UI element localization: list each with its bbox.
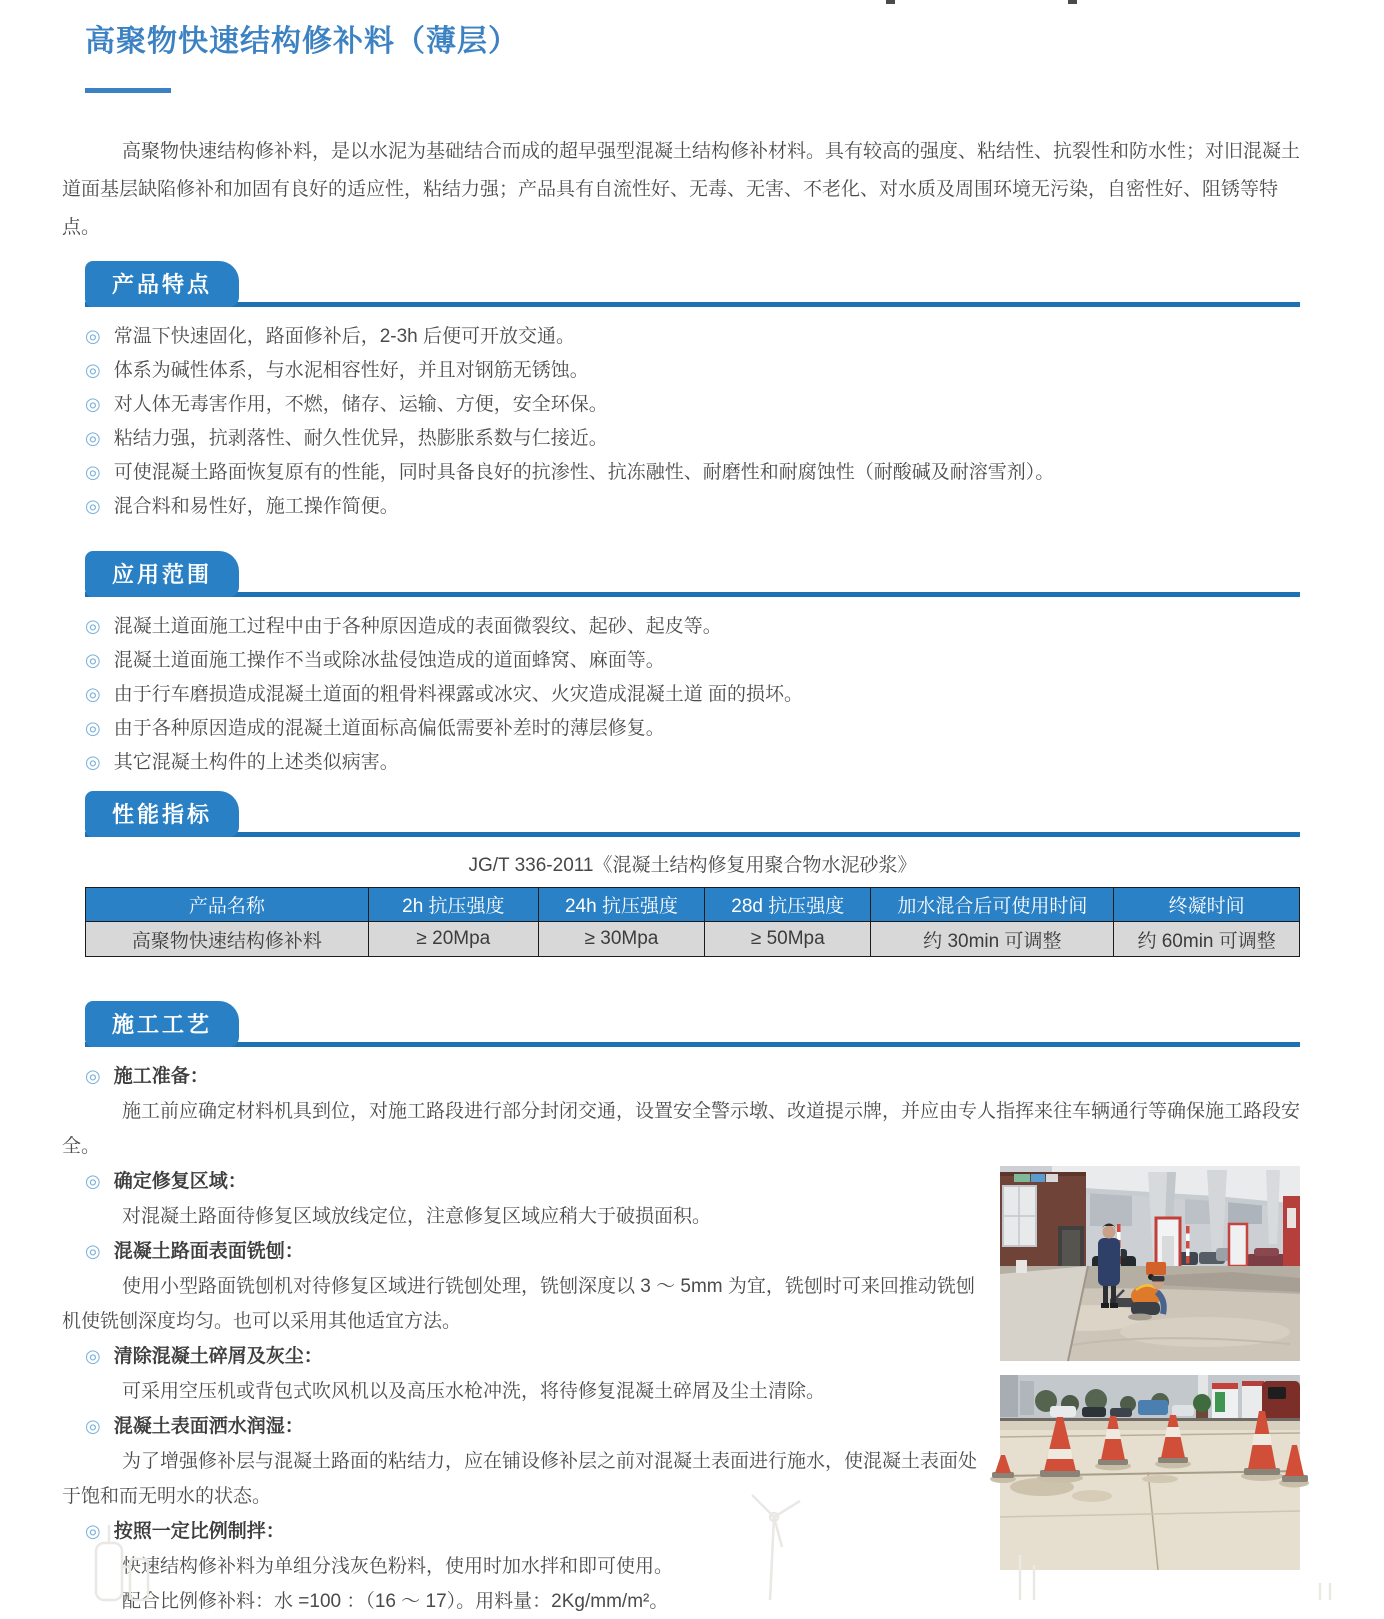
list-item xyxy=(85,387,1300,421)
cropped-text-remnant xyxy=(1068,0,1077,4)
photo-repair-site xyxy=(1000,1166,1300,1361)
step-text: 使用小型路面铣刨机对待修复区域进行铣刨处理，铣刨深度以 3 ～ 5mm 为宜，铣刨时可来回推动铣刨机使铣刨深度均匀。也可以采用其他适宜方法。 xyxy=(62,1276,975,1332)
section-header xyxy=(85,261,1300,307)
ring-bullet-icon: ◎ xyxy=(85,462,101,482)
list-item-text: 由于行车磨损造成混凝土道面的粗骨料裸露或冰灾、火灾造成混凝土道 面的损坏。 xyxy=(113,684,803,705)
step-text: 对混凝土路面待修复区域放线定位，注意修复区域应稍大于破损面积。 xyxy=(122,1206,712,1227)
ring-bullet-icon: ◎ xyxy=(85,1521,101,1541)
list-item xyxy=(85,677,1300,711)
ring-bullet-icon: ◎ xyxy=(85,360,101,380)
section-process xyxy=(62,1001,1300,1619)
list-item xyxy=(85,455,1300,489)
table-header-row xyxy=(86,888,1300,922)
step-text: 可采用空压机或背包式吹风机以及高压水枪冲洗，将待修复混凝土碎屑及尘土清除。 xyxy=(122,1381,826,1402)
ring-bullet-icon: ◎ xyxy=(85,650,101,670)
table-header-cell: 24h 抗压强度 xyxy=(538,888,704,922)
section-rule xyxy=(85,592,1300,597)
photo-column xyxy=(1000,1166,1300,1570)
list-item-text: 由于各种原因造成的混凝土道面标高偏低需要补差时的薄层修复。 xyxy=(113,718,665,739)
table-header-cell: 28d 抗压强度 xyxy=(705,888,871,922)
section-applications xyxy=(62,551,1300,779)
table-header-cell: 加水混合后可使用时间 xyxy=(871,888,1114,922)
ring-bullet-icon: ◎ xyxy=(85,1416,101,1436)
ring-bullet-icon: ◎ xyxy=(85,428,101,448)
step-text: 配合比例修补料：水 =100 ：（16 ～ 17）。用料量：2Kg/mm/m²。 xyxy=(122,1591,669,1612)
applications-list xyxy=(62,609,1300,779)
ring-bullet-icon: ◎ xyxy=(85,496,101,516)
ring-bullet-icon: ◎ xyxy=(85,326,101,346)
standard-caption: JG/T 336-2011《混凝土结构修复用聚合物水泥砂浆》 xyxy=(468,855,917,876)
section-header xyxy=(85,551,1300,597)
step-text: 快速结构修补料为单组分浅灰色粉料，使用时加水拌和即可使用。 xyxy=(122,1556,674,1577)
table-cell: ≥ 30Mpa xyxy=(538,922,704,957)
intro-paragraph: 高聚物快速结构修补料，是以水泥为基础结合而成的超早强型混凝土结构修补材料。具有较高的强度、粘结性、抗裂性和防水性；对旧混凝土道面基层缺陷修补和加固有良好的适应性，粘结力强；产品具有自流性好、无毒、无害、不老化、对水质及周围环境无污染，自密性好、阻锈等特点。 xyxy=(62,141,1301,238)
table-header-cell: 2h 抗压强度 xyxy=(368,888,538,922)
list-item xyxy=(85,319,1300,353)
photo-traffic-cones xyxy=(1000,1375,1300,1570)
list-item xyxy=(85,489,1300,523)
ring-bullet-icon: ◎ xyxy=(85,752,101,772)
step-label: ◎ 混凝土表面洒水润湿： xyxy=(85,1409,982,1444)
list-item-text: 常温下快速固化，路面修补后，2-3h 后便可开放交通。 xyxy=(113,326,576,347)
features-list xyxy=(62,319,1300,523)
step-text: 为了增强修补层与混凝土路面的粘结力，应在铺设修补层之前对混凝土表面进行施水，使混凝土表面处于饱和而无明水的状态。 xyxy=(62,1451,978,1507)
table-header-cell: 产品名称 xyxy=(86,888,369,922)
table-header-cell: 终凝时间 xyxy=(1114,888,1300,922)
list-item xyxy=(85,421,1300,455)
table-row xyxy=(86,922,1300,957)
list-item xyxy=(85,609,1300,643)
section-title-badge: 施工工艺 xyxy=(85,1001,239,1047)
cropped-text-remnant xyxy=(886,0,895,4)
ring-bullet-icon: ◎ xyxy=(85,718,101,738)
list-item xyxy=(85,745,1300,779)
step-label: ◎ 按照一定比例制拌： xyxy=(85,1514,982,1549)
ring-bullet-icon: ◎ xyxy=(85,1171,101,1191)
section-rule xyxy=(85,832,1300,837)
list-item-text: 混合料和易性好，施工操作简便。 xyxy=(113,496,399,517)
table-cell: 约 30min 可调整 xyxy=(871,922,1114,957)
ring-bullet-icon: ◎ xyxy=(85,1241,101,1261)
section-performance xyxy=(62,791,1300,957)
title-underline xyxy=(85,88,171,93)
list-item xyxy=(85,643,1300,677)
section-title-badge: 性能指标 xyxy=(85,791,239,837)
table-cell: ≥ 50Mpa xyxy=(705,922,871,957)
list-item xyxy=(85,711,1300,745)
list-item-text: 混凝土道面施工操作不当或除冰盐侵蚀造成的道面蜂窝、麻面等。 xyxy=(113,650,665,671)
list-item-text: 体系为碱性体系，与水泥相容性好，并且对钢筋无锈蚀。 xyxy=(113,360,589,381)
list-item-text: 粘结力强，抗剥落性、耐久性优异，热膨胀系数与仁接近。 xyxy=(113,428,608,449)
list-item-text: 对人体无毒害作用，不燃，储存、运输、方便，安全环保。 xyxy=(113,394,608,415)
ring-bullet-icon: ◎ xyxy=(85,1346,101,1366)
list-item-text: 可使混凝土路面恢复原有的性能，同时具备良好的抗渗性、抗冻融性、耐磨性和耐腐蚀性（耐酸碱及耐溶雪剂）。 xyxy=(113,462,1055,483)
page-title: 高聚物快速结构修补料（薄层） xyxy=(85,25,519,58)
step-text: 施工前应确定材料机具到位，对施工路段进行部分封闭交通，设置安全警示墩、改道提示牌，并应由专人指挥来往车辆通行等确保施工路段安全。 xyxy=(62,1101,1301,1157)
list-item-text: 混凝土道面施工过程中由于各种原因造成的表面微裂纹、起砂、起皮等。 xyxy=(113,616,722,637)
section-rule xyxy=(85,1042,1300,1047)
ring-bullet-icon: ◎ xyxy=(85,1066,101,1086)
step-label: ◎ 清除混凝土碎屑及灰尘： xyxy=(85,1339,982,1374)
table-cell: 约 60min 可调整 xyxy=(1114,922,1300,957)
ring-bullet-icon: ◎ xyxy=(85,684,101,704)
section-title-badge: 产品特点 xyxy=(85,261,239,307)
ring-bullet-icon: ◎ xyxy=(85,394,101,414)
step-label: ◎ 确定修复区域： xyxy=(85,1164,982,1199)
section-header xyxy=(85,1001,1300,1047)
section-rule xyxy=(85,302,1300,307)
table-cell: ≥ 20Mpa xyxy=(368,922,538,957)
step-label: ◎ 施工准备： xyxy=(85,1059,1300,1094)
section-features xyxy=(62,261,1300,523)
performance-table xyxy=(85,887,1300,957)
step-label: ◎ 混凝土路面表面铣刨： xyxy=(85,1234,982,1269)
process-steps xyxy=(62,1059,1300,1619)
ring-bullet-icon: ◎ xyxy=(85,616,101,636)
section-title-badge: 应用范围 xyxy=(85,551,239,597)
section-header xyxy=(85,791,1300,837)
list-item-text: 其它混凝土构件的上述类似病害。 xyxy=(113,752,399,773)
table-cell: 高聚物快速结构修补料 xyxy=(86,922,369,957)
list-item xyxy=(85,353,1300,387)
